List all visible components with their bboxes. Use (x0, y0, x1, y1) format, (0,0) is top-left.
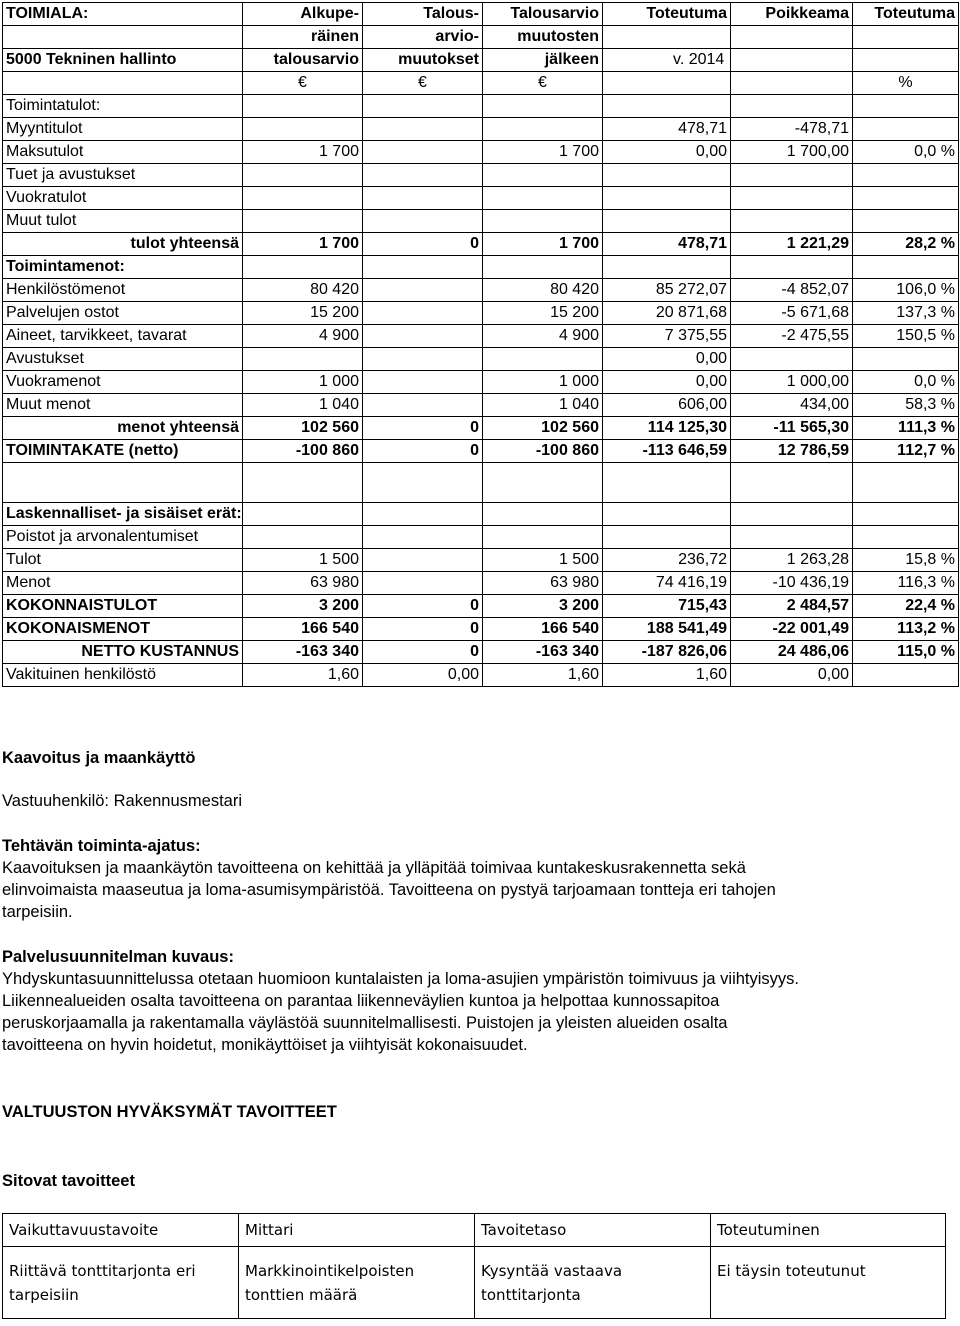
budget-cell: 478,71 (603, 118, 731, 141)
budget-row (3, 526, 959, 549)
budget-row (3, 233, 959, 256)
budget-cell: 115,0 % (853, 641, 959, 664)
budget-row-label: KOKONNAISTULOT (3, 595, 243, 618)
budget-cell (243, 503, 363, 526)
budget-cell (483, 503, 603, 526)
budget-cell: 102 560 (243, 417, 363, 440)
plan-line: peruskorjaamalla ja rakentamalla väylästöä suunnitelmallisesti. Puistojen ja yleisten alueiden osalta (2, 1014, 728, 1032)
budget-row-label: KOKONAISMENOT (3, 618, 243, 641)
budget-header-cell: muutosten (483, 26, 603, 49)
budget-row (3, 187, 959, 210)
budget-header-cell: € (483, 72, 603, 95)
budget-row-label: Aineet, tarvikkeet, tavarat (3, 325, 243, 348)
budget-cell (363, 549, 483, 572)
budget-cell: 0,0 % (853, 371, 959, 394)
budget-header-cell: Talous- (363, 3, 483, 26)
budget-cell: 0,00 (363, 664, 483, 687)
section-title: Kaavoitus ja maankäyttö (2, 749, 196, 767)
budget-cell: 0 (363, 595, 483, 618)
budget-cell: 80 420 (483, 279, 603, 302)
budget-cell: 3 200 (243, 595, 363, 618)
budget-cell: 113,2 % (853, 618, 959, 641)
budget-cell (243, 256, 363, 279)
budget-header-cell: jälkeen (483, 49, 603, 72)
budget-row-label: Muut menot (3, 394, 243, 417)
budget-header-cell: Talousarvio (483, 3, 603, 26)
budget-cell (483, 256, 603, 279)
budget-cell (483, 118, 603, 141)
budget-cell (853, 256, 959, 279)
budget-cell (363, 463, 483, 503)
budget-row-label: Vuokramenot (3, 371, 243, 394)
budget-header-cell: muutokset (363, 49, 483, 72)
budget-cell: 58,3 % (853, 394, 959, 417)
budget-cell (731, 95, 853, 118)
budget-row (3, 371, 959, 394)
budget-cell (363, 302, 483, 325)
budget-cell: -163 340 (483, 641, 603, 664)
budget-cell: 106,0 % (853, 279, 959, 302)
budget-cell (483, 463, 603, 503)
budget-row (3, 394, 959, 417)
budget-header-cell: € (243, 72, 363, 95)
budget-cell: 1 040 (243, 394, 363, 417)
budget-cell (243, 118, 363, 141)
budget-cell (363, 187, 483, 210)
goals-row (3, 1247, 946, 1319)
budget-cell: 74 416,19 (603, 572, 731, 595)
budget-cell: 1 700 (483, 233, 603, 256)
budget-cell: 102 560 (483, 417, 603, 440)
budget-cell (853, 463, 959, 503)
budget-cell (853, 503, 959, 526)
budget-cell (243, 463, 363, 503)
budget-row-label: Maksutulot (3, 141, 243, 164)
budget-cell (731, 463, 853, 503)
budget-row-label: Poistot ja arvonalentumiset (3, 526, 243, 549)
budget-cell (853, 664, 959, 687)
budget-cell: 1,60 (483, 664, 603, 687)
budget-row-label: TOIMINTAKATE (netto) (3, 440, 243, 463)
budget-cell (363, 210, 483, 233)
budget-cell: 1 000 (483, 371, 603, 394)
plan-text (2, 968, 942, 1056)
budget-cell: 0,0 % (853, 141, 959, 164)
budget-cell (243, 187, 363, 210)
budget-header-row (3, 72, 959, 95)
budget-row (3, 463, 959, 503)
budget-row-label: Palvelujen ostot (3, 302, 243, 325)
budget-header-cell: Toteutuma (603, 3, 731, 26)
budget-cell: 1 040 (483, 394, 603, 417)
budget-header-row (3, 49, 959, 72)
budget-cell: 1 700,00 (731, 141, 853, 164)
budget-cell (731, 164, 853, 187)
budget-row-label: Toimintatulot: (3, 95, 243, 118)
budget-cell: 0,00 (603, 348, 731, 371)
budget-row-label: Vakituinen henkilöstö (3, 664, 243, 687)
mission-heading: Tehtävän toiminta-ajatus: (2, 837, 201, 855)
budget-cell: 1,60 (603, 664, 731, 687)
budget-cell: 150,5 % (853, 325, 959, 348)
budget-row-label (3, 463, 243, 503)
budget-header-cell: Alkupe- (243, 3, 363, 26)
goals-cell (239, 1247, 475, 1319)
budget-cell: 0 (363, 233, 483, 256)
mission-line: Kaavoituksen ja maankäytön tavoitteena on kehittää ja ylläpitää toimivaa kuntakeskusrakennetta sekä (2, 859, 746, 877)
budget-cell (483, 348, 603, 371)
goals-header-row (3, 1214, 946, 1247)
budget-cell: 0,00 (603, 371, 731, 394)
budget-header-cell (3, 72, 243, 95)
budget-cell (603, 503, 731, 526)
budget-cell: -478,71 (731, 118, 853, 141)
budget-row-label: Tuet ja avustukset (3, 164, 243, 187)
budget-header-row (3, 26, 959, 49)
budget-cell: 0 (363, 440, 483, 463)
budget-header-cell: arvio- (363, 26, 483, 49)
budget-cell (603, 95, 731, 118)
budget-row (3, 141, 959, 164)
plan-line: Yhdyskuntasuunnittelussa otetaan huomioon kuntalaisten ja loma-asujien ympäristön toimivuus ja viihtyisyys. (2, 970, 800, 988)
mission-line: elinvoimaista maaseutua ja loma-asumisympäristöä. Tavoitteena on pystyä tarjoamaan tontteja eri tahojen (2, 881, 776, 899)
budget-row (3, 572, 959, 595)
goals-cell-line: tarpeisiin (9, 1286, 79, 1304)
budget-header-cell: Poikkeama (731, 3, 853, 26)
budget-table (2, 2, 959, 687)
budget-cell: 0,00 (731, 664, 853, 687)
budget-cell (243, 95, 363, 118)
budget-cell (853, 526, 959, 549)
budget-cell (853, 210, 959, 233)
budget-cell (731, 503, 853, 526)
budget-row (3, 641, 959, 664)
budget-header-cell (731, 26, 853, 49)
budget-cell (853, 187, 959, 210)
budget-cell: 7 375,55 (603, 325, 731, 348)
budget-row-label: Avustukset (3, 348, 243, 371)
goals-cell-line: Riittävä tonttitarjonta eri (9, 1262, 196, 1280)
budget-cell: 63 980 (483, 572, 603, 595)
budget-header-cell: talousarvio (243, 49, 363, 72)
budget-row (3, 95, 959, 118)
budget-cell: 1 263,28 (731, 549, 853, 572)
mission-line: tarpeisiin. (2, 903, 73, 921)
budget-cell: -2 475,55 (731, 325, 853, 348)
budget-cell: 434,00 (731, 394, 853, 417)
goals-cell-line: Ei täysin toteutunut (717, 1262, 866, 1280)
budget-cell: 166 540 (243, 618, 363, 641)
budget-cell (731, 210, 853, 233)
goals-cell (3, 1247, 239, 1319)
budget-cell: 4 900 (243, 325, 363, 348)
budget-cell: 1 221,29 (731, 233, 853, 256)
budget-cell: 2 484,57 (731, 595, 853, 618)
budget-header-cell: € (363, 72, 483, 95)
budget-cell (603, 164, 731, 187)
budget-cell: 63 980 (243, 572, 363, 595)
budget-row (3, 549, 959, 572)
goals-cell-line: tonttitarjonta (481, 1286, 581, 1304)
council-goals-heading: VALTUUSTON HYVÄKSYMÄT TAVOITTEET (2, 1103, 337, 1121)
budget-cell (603, 256, 731, 279)
budget-cell: -100 860 (243, 440, 363, 463)
budget-row-label: Myyntitulot (3, 118, 243, 141)
budget-cell: 114 125,30 (603, 417, 731, 440)
responsible-person: Vastuuhenkilö: Rakennusmestari (2, 792, 242, 810)
budget-cell (853, 95, 959, 118)
goals-header-cell: Toteutuminen (711, 1214, 946, 1247)
binding-goals-heading: Sitovat tavoitteet (2, 1172, 135, 1190)
budget-cell: 116,3 % (853, 572, 959, 595)
budget-cell (603, 463, 731, 503)
budget-cell: 478,71 (603, 233, 731, 256)
plan-line: Liikennealueiden osalta tavoitteena on parantaa liikenneväylien kuntoa ja helpottaa kunnossapitoa (2, 992, 720, 1010)
budget-cell: -113 646,59 (603, 440, 731, 463)
budget-row-label: Laskennalliset- ja sisäiset erät: (3, 503, 243, 526)
budget-cell (731, 187, 853, 210)
budget-cell: 188 541,49 (603, 618, 731, 641)
budget-row (3, 595, 959, 618)
budget-cell: -163 340 (243, 641, 363, 664)
budget-cell: 28,2 % (853, 233, 959, 256)
budget-cell (243, 526, 363, 549)
budget-row-label: Menot (3, 572, 243, 595)
budget-row-label: NETTO KUSTANNUS (3, 641, 243, 664)
budget-cell (363, 526, 483, 549)
budget-row (3, 210, 959, 233)
budget-row-label: Tulot (3, 549, 243, 572)
budget-cell: 0 (363, 641, 483, 664)
budget-row (3, 164, 959, 187)
budget-cell (243, 210, 363, 233)
budget-row (3, 618, 959, 641)
budget-cell: 20 871,68 (603, 302, 731, 325)
budget-cell: 4 900 (483, 325, 603, 348)
budget-cell (483, 95, 603, 118)
budget-cell: -10 436,19 (731, 572, 853, 595)
budget-header-cell (3, 26, 243, 49)
budget-row-label: Henkilöstömenot (3, 279, 243, 302)
budget-cell: 1,60 (243, 664, 363, 687)
budget-cell (853, 118, 959, 141)
budget-cell (363, 394, 483, 417)
budget-cell: 15,8 % (853, 549, 959, 572)
budget-row (3, 348, 959, 371)
budget-cell: 1 000 (243, 371, 363, 394)
budget-cell: 606,00 (603, 394, 731, 417)
budget-cell: 1 500 (243, 549, 363, 572)
budget-cell (243, 348, 363, 371)
budget-cell: 1 700 (243, 233, 363, 256)
budget-row-label: Vuokratulot (3, 187, 243, 210)
budget-cell: 137,3 % (853, 302, 959, 325)
goals-table (2, 1213, 946, 1319)
budget-cell: 15 200 (483, 302, 603, 325)
budget-cell (483, 164, 603, 187)
budget-cell (731, 348, 853, 371)
budget-cell: 1 700 (243, 141, 363, 164)
budget-cell: 1 500 (483, 549, 603, 572)
budget-cell: 0 (363, 618, 483, 641)
budget-header-cell: % (853, 72, 959, 95)
budget-row-label: tulot yhteensä (3, 233, 243, 256)
budget-cell: -187 826,06 (603, 641, 731, 664)
budget-header-cell (853, 26, 959, 49)
budget-cell (363, 95, 483, 118)
budget-cell: 1 000,00 (731, 371, 853, 394)
budget-cell (731, 256, 853, 279)
budget-row (3, 118, 959, 141)
budget-cell: 111,3 % (853, 417, 959, 440)
budget-cell: -4 852,07 (731, 279, 853, 302)
budget-cell: -22 001,49 (731, 618, 853, 641)
budget-cell (363, 256, 483, 279)
budget-header-cell: TOIMIALA: (3, 3, 243, 26)
goals-cell-line: Kysyntää vastaava (481, 1262, 623, 1280)
budget-cell (483, 526, 603, 549)
budget-cell (483, 210, 603, 233)
budget-header-cell (731, 49, 853, 72)
budget-header-row (3, 3, 959, 26)
budget-cell: -11 565,30 (731, 417, 853, 440)
budget-cell: 1 700 (483, 141, 603, 164)
budget-row (3, 256, 959, 279)
budget-cell: -5 671,68 (731, 302, 853, 325)
goals-header-cell: Vaikuttavuustavoite (3, 1214, 239, 1247)
budget-cell (603, 526, 731, 549)
budget-row (3, 279, 959, 302)
budget-header-cell (853, 49, 959, 72)
budget-cell (363, 503, 483, 526)
budget-cell: 80 420 (243, 279, 363, 302)
budget-cell: 715,43 (603, 595, 731, 618)
budget-row (3, 664, 959, 687)
budget-cell: 24 486,06 (731, 641, 853, 664)
budget-cell: -100 860 (483, 440, 603, 463)
budget-cell: 0 (363, 417, 483, 440)
budget-cell (363, 325, 483, 348)
budget-row (3, 302, 959, 325)
plan-line: tavoitteena on hyvin hoidetut, monikäyttöiset ja viihtyisät kokonaisuudet. (2, 1036, 528, 1054)
budget-header-cell (603, 72, 731, 95)
budget-cell (363, 572, 483, 595)
goals-header-cell: Mittari (239, 1214, 475, 1247)
budget-cell (363, 279, 483, 302)
budget-cell: 166 540 (483, 618, 603, 641)
budget-header-cell (731, 72, 853, 95)
budget-header-cell: v. 2014 (603, 49, 731, 72)
budget-cell (363, 118, 483, 141)
goals-cell (475, 1247, 711, 1319)
budget-cell: 0,00 (603, 141, 731, 164)
budget-cell: 112,7 % (853, 440, 959, 463)
budget-cell (853, 164, 959, 187)
budget-header-cell (603, 26, 731, 49)
budget-cell: 15 200 (243, 302, 363, 325)
budget-row (3, 325, 959, 348)
budget-cell (483, 187, 603, 210)
goals-header-cell: Tavoitetaso (475, 1214, 711, 1247)
plan-heading: Palvelusuunnitelman kuvaus: (2, 948, 234, 966)
budget-cell: 22,4 % (853, 595, 959, 618)
goals-cell-line: tonttien määrä (245, 1286, 358, 1304)
budget-cell (363, 141, 483, 164)
goals-cell (711, 1247, 946, 1319)
budget-cell (603, 210, 731, 233)
budget-row (3, 503, 959, 526)
budget-cell: 12 786,59 (731, 440, 853, 463)
budget-header-cell: Toteutuma (853, 3, 959, 26)
budget-header-cell: 5000 Tekninen hallinto (3, 49, 243, 72)
budget-cell: 85 272,07 (603, 279, 731, 302)
budget-row-label: Muut tulot (3, 210, 243, 233)
budget-cell (363, 348, 483, 371)
budget-cell (603, 187, 731, 210)
budget-cell (731, 526, 853, 549)
budget-header-cell: räinen (243, 26, 363, 49)
budget-cell: 3 200 (483, 595, 603, 618)
budget-cell (363, 164, 483, 187)
budget-cell: 236,72 (603, 549, 731, 572)
budget-row (3, 440, 959, 463)
budget-cell (243, 164, 363, 187)
budget-row (3, 417, 959, 440)
budget-row-label: menot yhteensä (3, 417, 243, 440)
budget-cell (363, 371, 483, 394)
budget-cell (853, 348, 959, 371)
budget-row-label: Toimintamenot: (3, 256, 243, 279)
mission-text (2, 857, 942, 923)
goals-cell-line: Markkinointikelpoisten (245, 1262, 415, 1280)
